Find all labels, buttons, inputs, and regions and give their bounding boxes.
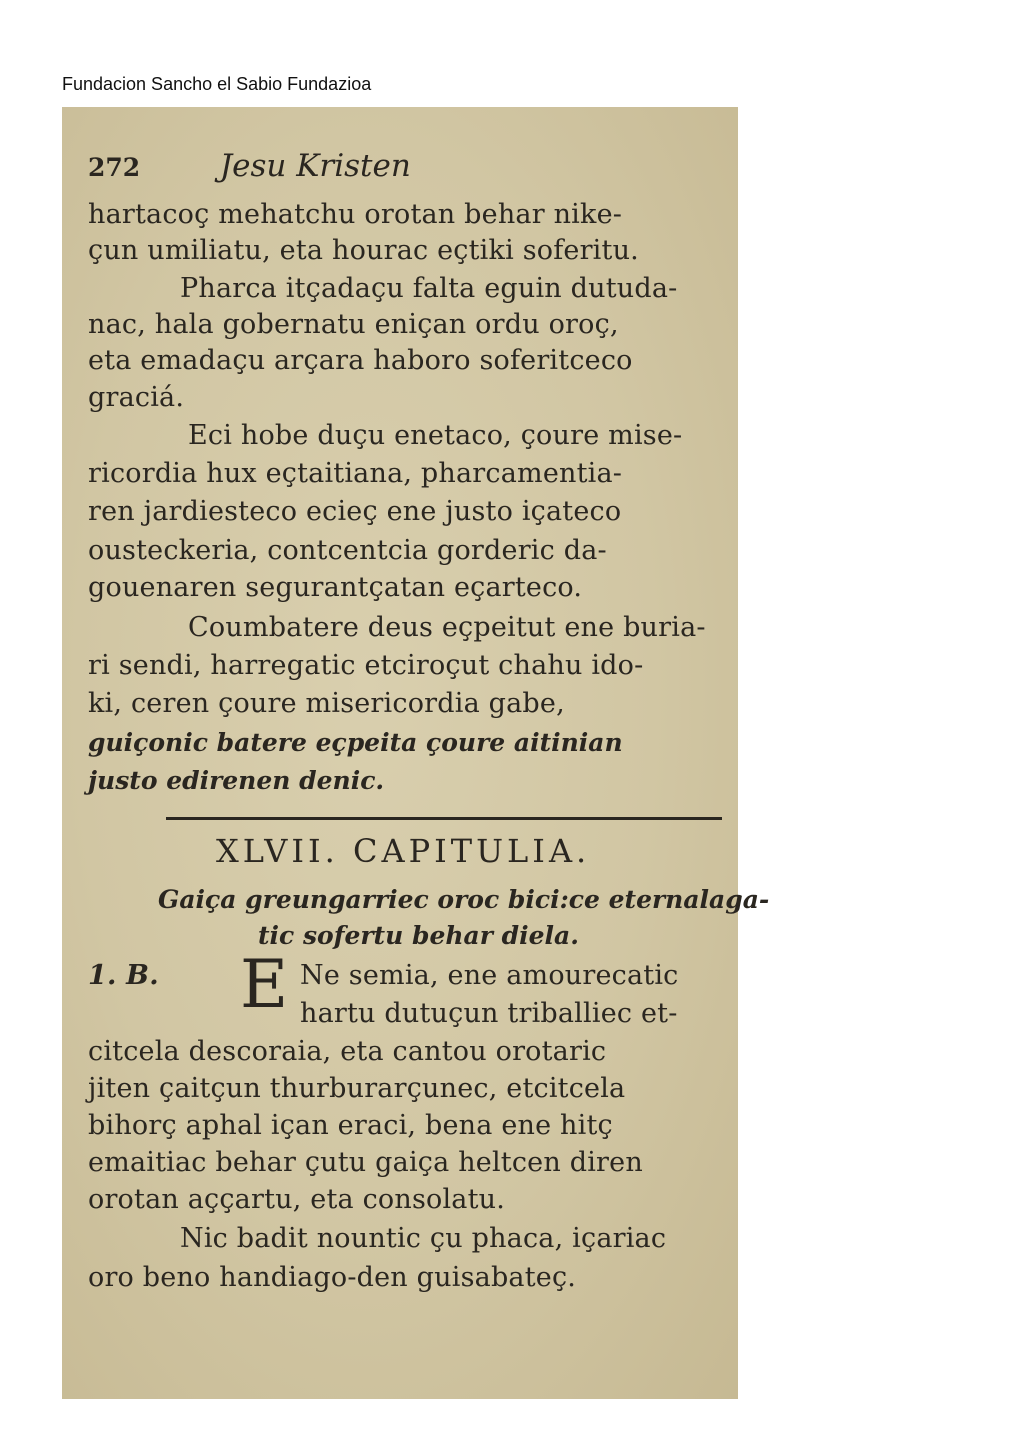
text-line: emaitiac behar çutu gaiça heltcen diren [88, 1147, 643, 1178]
text-line: Nic badit nountic çu phaca, içariac [180, 1223, 667, 1254]
text-line: ki, ceren çoure misericordia gabe, [88, 688, 565, 719]
text-line: nac, hala gobernatu eniçan ordu oroç, [88, 309, 619, 340]
page-number: 272 [88, 153, 141, 182]
text-line: bihorç aphal içan eraci, bena ene hitç [88, 1110, 613, 1141]
running-head [88, 148, 722, 184]
dropcap-initial: E [240, 946, 289, 1023]
text-line: jiten çaitçun thurburarçunec, etcitcela [88, 1073, 626, 1104]
text-line: Coumbatere deus eçpeitut ene buria- [188, 612, 706, 643]
italic-text-line: guiçonic batere eçpeita çoure aitinian [88, 728, 623, 757]
chapter-heading: XLVII. CAPITULIA. [216, 832, 591, 870]
text-line: gouenaren segurantçatan eçarteco. [88, 572, 583, 603]
text-line: oro beno handiago-den guisabateç. [88, 1262, 577, 1293]
text-line: graciá. [88, 382, 185, 413]
text-line: çun umiliatu, eta hourac eçtiki soferitu. [88, 235, 639, 266]
chapter-subtitle-line: Gaiça greungarriec oroc bici:ce eternalaga- [158, 885, 770, 914]
text-line: Eci hobe duçu enetaco, çoure mise- [188, 420, 683, 451]
text-line: Pharca itçadaçu falta eguin dutuda- [180, 273, 678, 304]
section-rule [166, 817, 722, 820]
text-line: hartacoç mehatchu orotan behar nike- [88, 199, 623, 230]
chapter-subtitle-line: tic sofertu behar diela. [258, 921, 579, 950]
text-line: ousteckeria, contcentcia gorderic da- [88, 535, 607, 566]
verse-label: 1. B. [88, 960, 159, 991]
source-header: Fundacion Sancho el Sabio Fundazioa [62, 74, 372, 94]
text-line: ri sendi, harregatic etciroçut chahu ido- [88, 650, 644, 681]
italic-text-line: justo edirenen denic. [88, 766, 385, 795]
text-line: orotan aççartu, eta consolatu. [88, 1184, 506, 1215]
text-line: ricordia hux eçtaitiana, pharcamentia- [88, 458, 623, 489]
running-title: Jesu Kristen [219, 148, 411, 184]
text-line: eta emadaçu arçara haboro soferitceco [88, 345, 633, 376]
text-line: Ne semia, ene amourecatic [300, 960, 679, 991]
text-line: ren jardiesteco ecieç ene justo içateco [88, 496, 622, 527]
text-line: citcela descoraia, eta cantou orotaric [88, 1036, 607, 1067]
text-line: hartu dutuçun triballiec et- [300, 998, 678, 1029]
